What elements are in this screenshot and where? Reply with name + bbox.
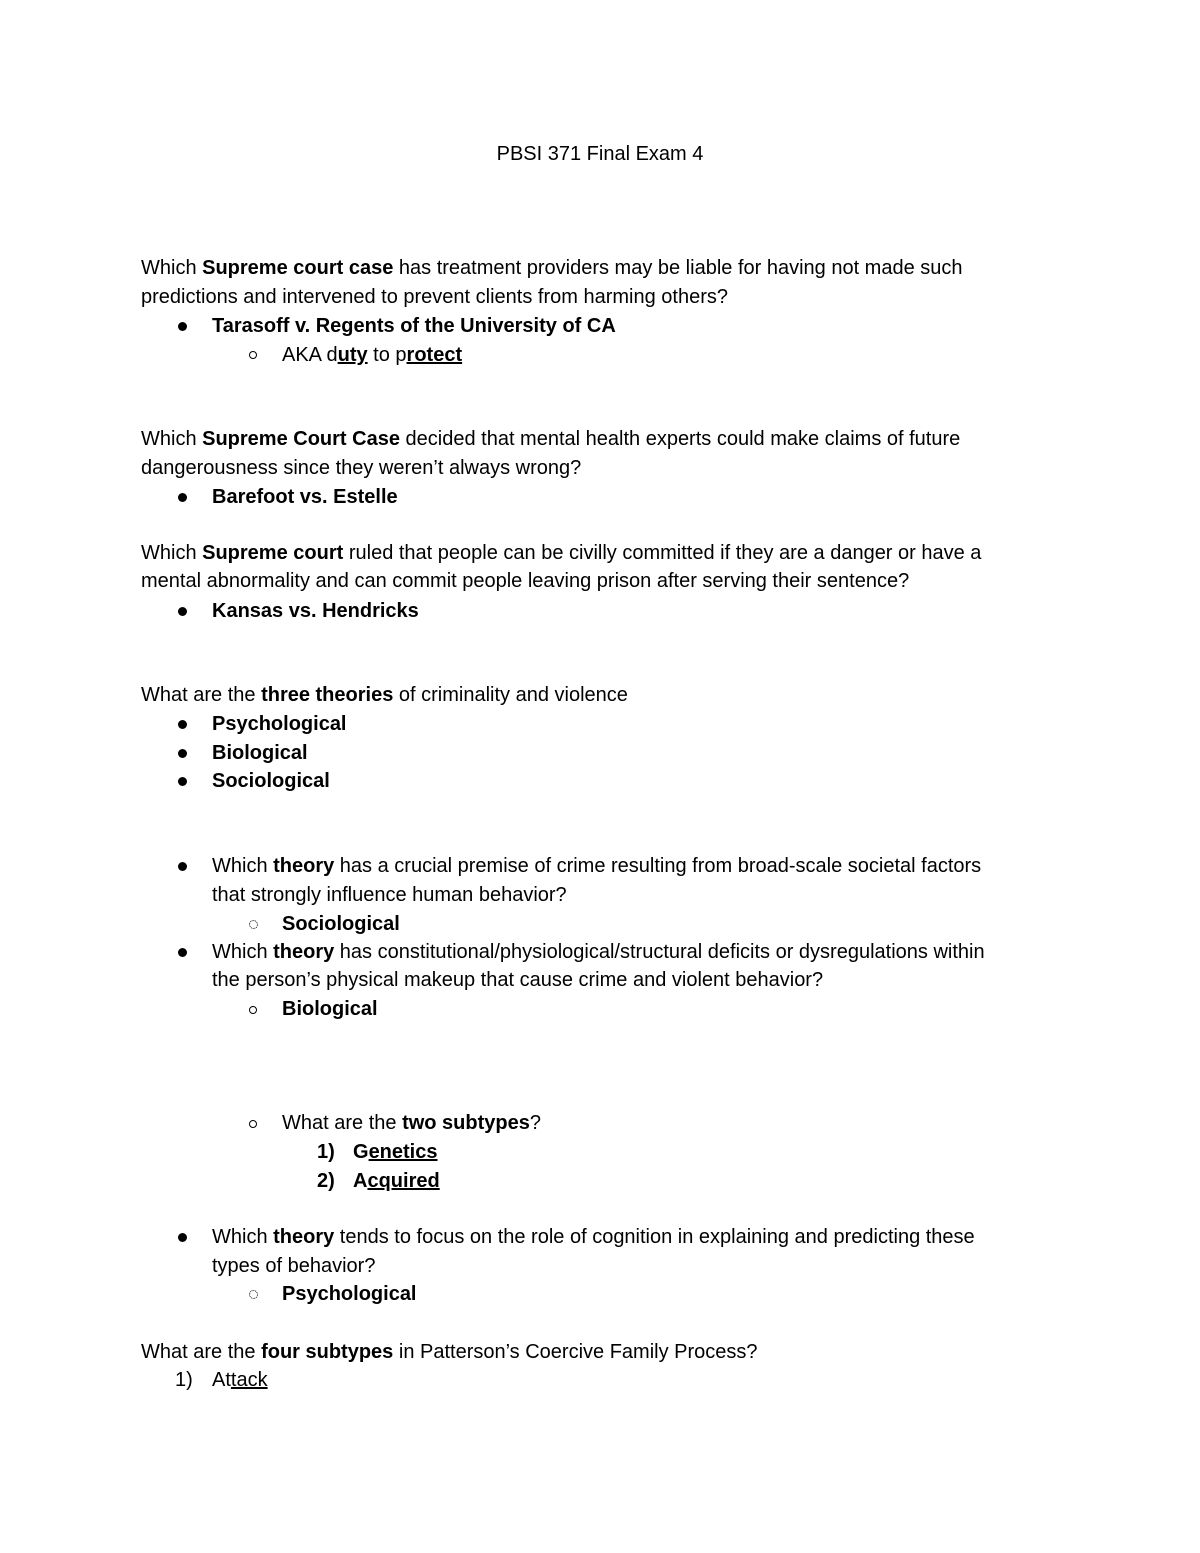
question-3-line-1: Which Supreme court ruled that people can be civilly committed if they are a danger or have a [141, 542, 982, 564]
question-2-line-1: Which Supreme Court Case decided that mental health experts could make claims of future [141, 428, 961, 450]
question-8-line-1: What are the four subtypes in Patterson’s Coercive Family Process? [141, 1341, 758, 1363]
question-1-answer: Tarasoff v. Regents of the University of CA [212, 315, 616, 337]
list-number: 2) [317, 1170, 335, 1192]
bullet-icon [178, 862, 187, 871]
sub-bullet-icon [249, 920, 258, 929]
question-2-line-2: dangerousness since they weren’t always wrong? [141, 457, 582, 479]
question-3-answer: Kansas vs. Hendricks [212, 600, 419, 622]
question-6-line-1: Which theory has constitutional/physiological/structural deficits or dysregulations within [212, 941, 985, 963]
question-4-answer-1: Psychological [212, 713, 347, 735]
question-7-line-1: Which theory tends to focus on the role of cognition in explaining and predicting these [212, 1226, 975, 1248]
question-5-line-2: that strongly influence human behavior? [212, 884, 567, 906]
question-3-line-2: mental abnormality and can commit people leaving prison after serving their sentence? [141, 570, 910, 592]
list-number: 1) [317, 1141, 335, 1163]
question-6-answer: Biological [282, 998, 378, 1020]
document-title: PBSI 371 Final Exam 4 [496, 143, 704, 165]
question-5-line-1: Which theory has a crucial premise of crime resulting from broad-scale societal factors [212, 855, 982, 877]
bullet-icon [178, 607, 187, 616]
question-6-subquestion: What are the two subtypes? [282, 1112, 541, 1134]
question-7-line-2: types of behavior? [212, 1255, 376, 1277]
sub-bullet-icon [249, 1290, 258, 1299]
question-2-answer: Barefoot vs. Estelle [212, 486, 398, 508]
sub-bullet-icon [249, 1006, 257, 1014]
question-4-answer-2: Biological [212, 742, 308, 764]
sub-bullet-icon [249, 1120, 257, 1128]
question-4-line-1: What are the three theories of criminality and violence [141, 684, 628, 706]
coercive-subtype-item-1: Attack [212, 1369, 268, 1391]
bullet-icon [178, 720, 187, 729]
subtype-item-1: Genetics [353, 1141, 438, 1163]
question-1-line-1: Which Supreme court case has treatment providers may be liable for having not made such [141, 257, 963, 279]
bullet-icon [178, 749, 187, 758]
bullet-icon [178, 1233, 187, 1242]
list-number: 1) [175, 1369, 193, 1391]
question-5-answer: Sociological [282, 913, 400, 935]
subtype-item-2: Acquired [353, 1170, 440, 1192]
question-1-line-2: predictions and intervened to prevent clients from harming others? [141, 286, 728, 308]
question-6-line-2: the person’s physical makeup that cause crime and violent behavior? [212, 969, 824, 991]
bullet-icon [178, 493, 187, 502]
question-1-note: AKA duty to protect [282, 344, 463, 366]
bullet-icon [178, 322, 187, 331]
question-7-answer: Psychological [282, 1283, 417, 1305]
bullet-icon [178, 948, 187, 957]
bullet-icon [178, 777, 187, 786]
question-4-answer-3: Sociological [212, 770, 330, 792]
sub-bullet-icon [249, 351, 257, 359]
